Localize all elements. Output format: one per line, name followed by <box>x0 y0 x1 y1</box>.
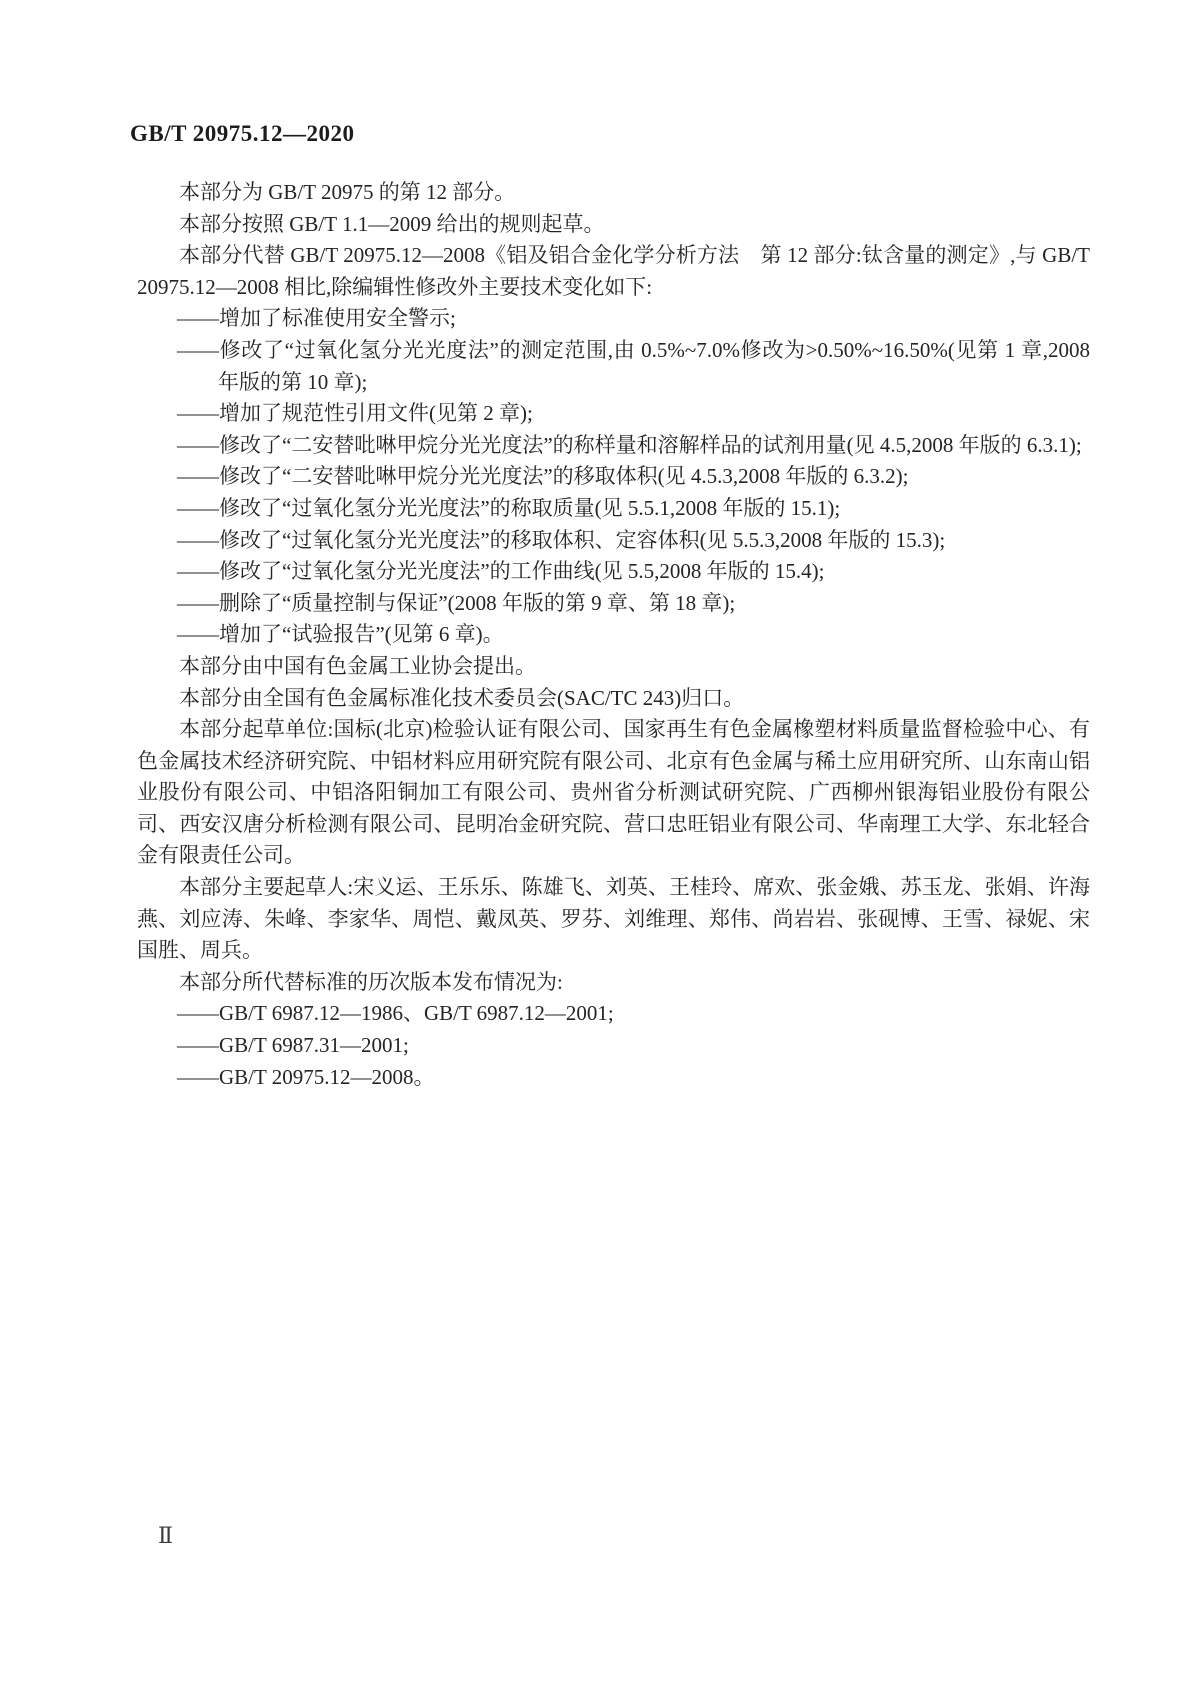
history-list-item <box>137 998 1090 1030</box>
list-item-text: 修改了“二安替吡啉甲烷分光光度法”的移取体积(见 4.5.3,2008 年版的 6.3.2); <box>219 464 909 489</box>
change-list-item <box>137 398 1090 430</box>
foreword-paragraph: 本部分主要起草人:宋义运、王乐乐、陈雄飞、刘英、王桂玲、席欢、张金娥、苏玉龙、张娟、许海燕、刘应涛、朱峰、李家华、周恺、戴凤英、罗芬、刘维理、郑伟、尚岩岩、张砚博、王雪、禄妮、宋国胜、周兵。 <box>137 875 1090 963</box>
list-item-text: 修改了“过氧化氢分光光度法”的移取体积、定容体积(见 5.5.3,2008 年版的 15.3); <box>219 527 946 552</box>
change-list-item <box>137 619 1090 651</box>
change-list-item <box>137 303 1090 335</box>
foreword-paragraph: 本部分为 GB/T 20975 的第 12 部分。 <box>179 180 516 204</box>
list-item-text: GB/T 6987.12—1986、GB/T 6987.12—2001; <box>219 1001 614 1026</box>
list-dash: —— <box>177 432 219 457</box>
list-item-text: 增加了标准使用安全警示; <box>219 306 456 331</box>
foreword-paragraph: 本部分所代替标准的历次版本发布情况为: <box>179 969 563 994</box>
list-dash: —— <box>177 1064 219 1089</box>
history-list-item <box>137 1062 1090 1094</box>
list-item-text: 修改了“过氧化氢分光光度法”的称取质量(见 5.5.1,2008 年版的 15.1); <box>219 495 841 520</box>
list-dash: —— <box>177 590 219 615</box>
foreword-paragraph: 本部分按照 GB/T 1.1—2009 给出的规则起草。 <box>179 211 605 236</box>
list-dash: —— <box>177 1001 219 1026</box>
list-dash: —— <box>177 306 219 331</box>
change-list-item <box>137 430 1090 462</box>
change-list-item <box>137 525 1090 557</box>
standard-code-header: GB/T 20975.12—2020 <box>130 121 355 146</box>
list-dash: —— <box>177 622 219 647</box>
list-item-text: 修改了“过氧化氢分光光度法”的工作曲线(见 5.5,2008 年版的 15.4); <box>219 559 825 584</box>
change-list-item <box>137 556 1090 588</box>
change-list-item <box>137 461 1090 493</box>
list-item-text: 修改了“过氧化氢分光光度法”的测定范围,由 0.5%~7.0%修改为>0.50%~16.50%(见第 1 章,2008 年版的第 10 章); <box>218 337 1090 394</box>
change-list-item <box>137 335 1090 398</box>
foreword-body <box>137 177 1090 1093</box>
page-number: Ⅱ <box>158 1523 173 1548</box>
change-list-item <box>137 588 1090 620</box>
list-dash: —— <box>177 464 219 489</box>
list-dash: —— <box>177 401 219 426</box>
list-item-text: GB/T 6987.31—2001; <box>219 1033 409 1058</box>
foreword-paragraph: 本部分起草单位:国标(北京)检验认证有限公司、国家再生有色金属橡塑材料质量监督检验中心、有色金属技术经济研究院、中铝材料应用研究院有限公司、北京有色金属与稀土应用研究所、山东南山铝业股份有限公司、中铝洛阳铜加工有限公司、贵州省分析测试研究院、广西柳州银海铝业股份有限公司、西安汉唐分析检测有限公司、昆明冶金研究院、营口忠旺铝业有限公司、华南理工大学、东北轻合金有限责任公司。 <box>137 717 1090 868</box>
list-item-text: 修改了“二安替吡啉甲烷分光光度法”的称样量和溶解样品的试剂用量(见 4.5,2008 年版的 6.3.1); <box>219 432 1082 457</box>
list-dash: —— <box>177 527 219 552</box>
list-dash: —— <box>177 1033 219 1058</box>
foreword-paragraph: 本部分由中国有色金属工业协会提出。 <box>179 653 536 678</box>
list-item-text: GB/T 20975.12—2008。 <box>219 1064 435 1089</box>
list-dash: —— <box>177 559 219 584</box>
list-item-text: 增加了“试验报告”(见第 6 章)。 <box>219 622 504 647</box>
history-list-item <box>137 1030 1090 1062</box>
list-item-text: 删除了“质量控制与保证”(2008 年版的第 9 章、第 18 章); <box>219 590 736 615</box>
foreword-paragraph: 本部分代替 GB/T 20975.12—2008《铝及铝合金化学分析方法 第 12 部分:钛含量的测定》,与 GB/T 20975.12—2008 相比,除编辑性修改外主要技术变化如下: <box>137 243 1090 299</box>
list-dash: —— <box>177 337 219 362</box>
foreword-paragraph: 本部分由全国有色金属标准化技术委员会(SAC/TC 243)归口。 <box>179 685 745 710</box>
list-item-text: 增加了规范性引用文件(见第 2 章); <box>219 401 533 426</box>
list-dash: —— <box>177 495 219 520</box>
change-list-item <box>137 493 1090 525</box>
